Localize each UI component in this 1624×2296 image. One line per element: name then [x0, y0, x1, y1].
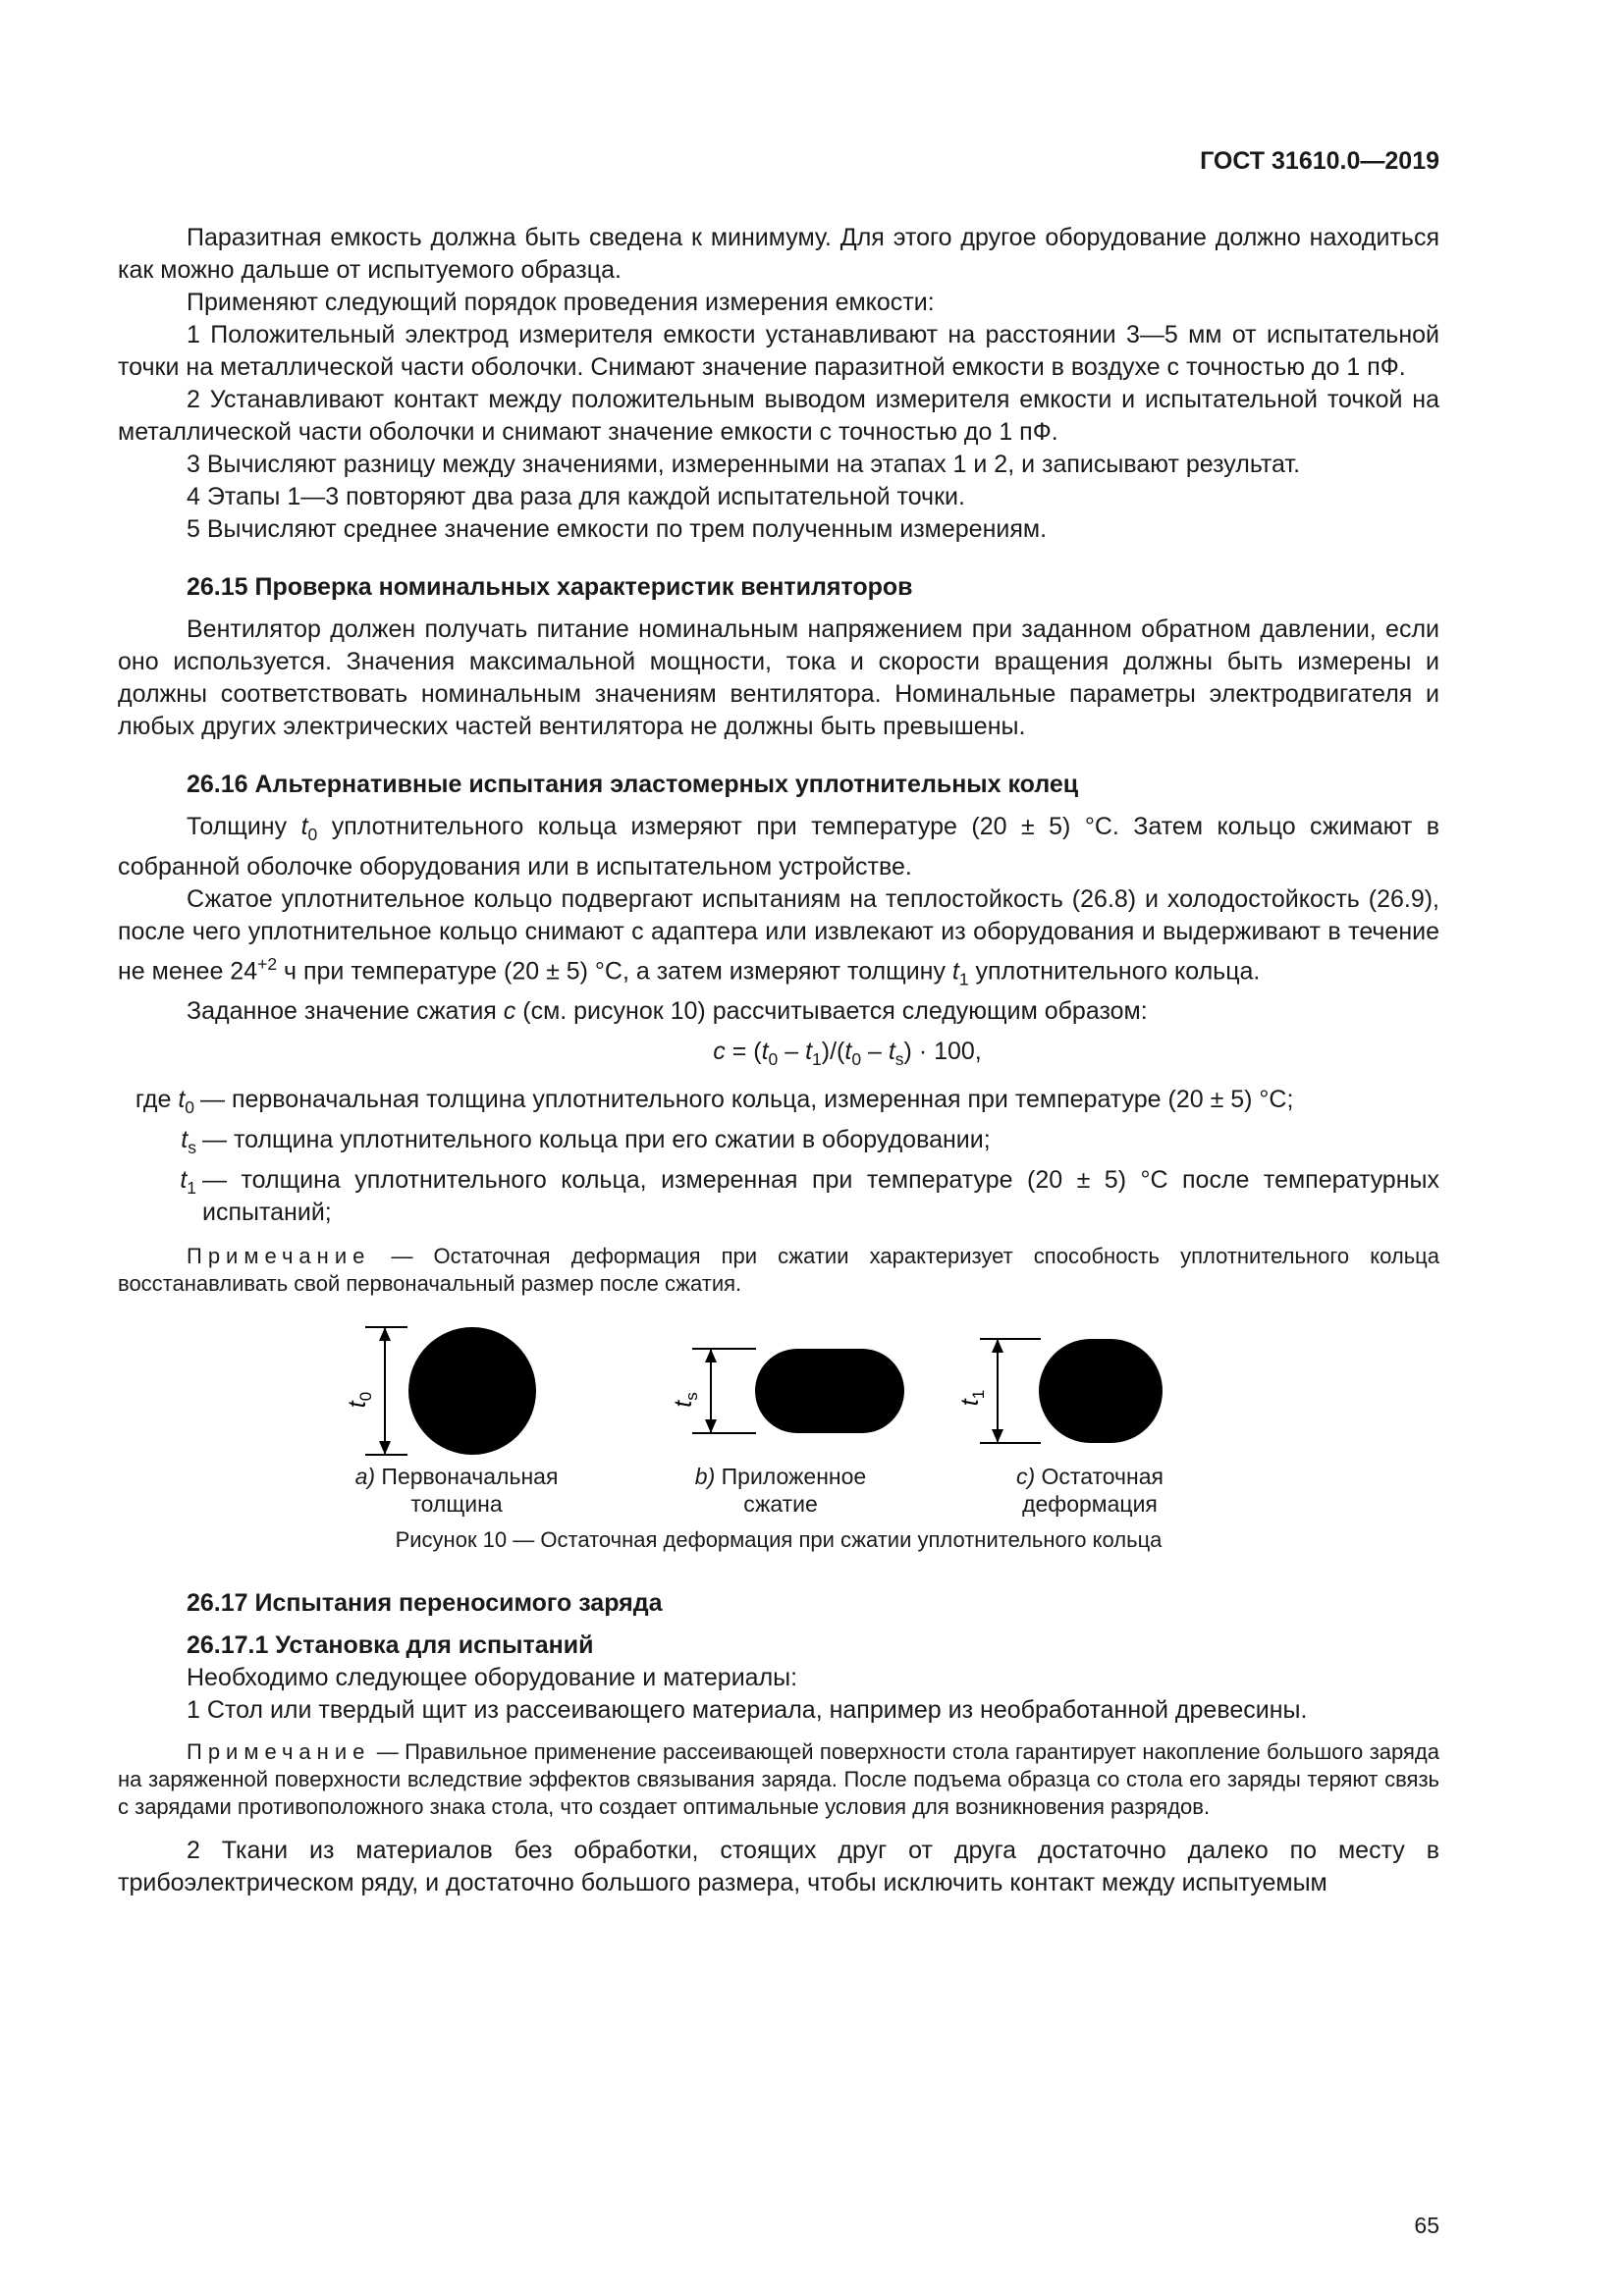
- step-4: 4 Этапы 1—3 повторяют два раза для каждой испытательной точки.: [187, 483, 965, 510]
- paragraph-heat-cold-tests: Сжатое уплотнительное кольцо подвергают испытаниям на теплостойкость (26.8) и холодостойкость (26.9), после чего уплотнительное кольцо снимают с адаптера или извлекают из оборудования и выдерживают в течение не менее $24^{+2}$ ч при температуре (20 ± 5) °C, а затем измеряют толщину $t_1$ уплотнительного кольца.: [118, 885, 1439, 989]
- page-number: 65: [1414, 2213, 1439, 2238]
- legend-row-t0: где $t_0$ — первоначальная толщина уплотнительного кольца, измеренная при температуре (20 ± 5) °C;: [135, 1086, 1294, 1118]
- paragraph-thickness-t0: Толщину $t_0$ уплотнительного кольца измеряют при температуре (20 ± 5) °C. Затем кольцо сжимают в собранной оболочке оборудования или в испытательном устройстве.: [118, 813, 1440, 881]
- formula-legend: [118, 1084, 1439, 1229]
- step-2: 2 Устанавливают контакт между положительным выводом измерителя емкости и испытательной точкой на металлической части оболочки и снимают значение емкости с точностью до 1 пФ.: [118, 386, 1439, 446]
- oring-initial: [365, 1327, 536, 1455]
- equipment-item-2: 2 Ткани из материалов без обработки, стоящих друг от друга достаточно далеко по месту в трибоэлектрическом ряду, и достаточно большого размера, чтобы исключить контакт между испытуемым: [118, 1837, 1439, 1897]
- document-number: ГОСТ 31610.0—2019: [1200, 147, 1439, 175]
- dim-label-t1: $t_1$: [956, 1390, 988, 1407]
- step-3: 3 Вычисляют разницу между значениями, измеренными на этапах 1 и 2, и записывают результат.: [187, 451, 1301, 478]
- note-compression-set: Примечание — Остаточная деформация при сжатии характеризует способность уплотнительного кольца восстанавливать свой первоначальный размер после сжатия.: [118, 1244, 1439, 1297]
- dim-label-t0: $t_0$: [344, 1392, 375, 1409]
- panel-b-label: b) Приложенное сжатие: [694, 1464, 867, 1518]
- figure-10-caption: Рисунок 10 — Остаточная деформация при сжатии уплотнительного кольца: [395, 1527, 1163, 1553]
- oring-residual: [980, 1339, 1163, 1443]
- paragraph-compression-value: Заданное значение сжатия c (см. рисунок 10) рассчитывается следующим образом:: [187, 997, 1148, 1026]
- panel-a-label: a) Первоначальная толщина: [354, 1464, 559, 1518]
- heading-26-16: 26.16 Альтернативные испытания эластомерных уплотнительных колец: [187, 771, 1079, 798]
- paragraph-equipment: Необходимо следующее оборудование и материалы:: [187, 1664, 798, 1692]
- equipment-item-1: 1 Стол или твердый щит из рассеивающего материала, например из необработанной древесины.: [187, 1696, 1308, 1725]
- figure-10: [118, 1319, 1439, 1521]
- paragraph-parasitic-capacitance: Паразитная емкость должна быть сведена к минимуму. Для этого другое оборудование должно находиться как можно дальше от испытуемого образца.: [118, 224, 1439, 284]
- dim-label-ts: $t_s$: [670, 1392, 701, 1409]
- figure-10-drawing: [118, 1319, 1439, 1467]
- legend-row-ts: $t_s$ — толщина уплотнительного кольца при его сжатии в оборудовании;: [181, 1126, 991, 1158]
- paragraph-measurement-order: Применяют следующий порядок проведения измерения емкости:: [187, 289, 935, 316]
- legend-row-t1: $t_1$ — толщина уплотнительного кольца, измеренная при температуре (20 ± 5) °C после температурных испытаний;: [180, 1166, 1439, 1227]
- panel-c-label: c) Остаточная деформация: [1015, 1464, 1164, 1518]
- note-dissipative-table: Примечание — Правильное применение рассеивающей поверхности стола гарантирует накопление большого заряда на заряженной поверхности вследствие эффектов связывания заряда. После подъема образца со стола его заряды теряют связь с зарядами противоположного знака стола, что создает оптимальные условия для возникновения разрядов.: [118, 1739, 1439, 1820]
- step-5: 5 Вычисляют среднее значение емкости по трем полученным измерениям.: [187, 515, 1048, 543]
- heading-26-17-1: 26.17.1 Установка для испытаний: [187, 1631, 594, 1660]
- page-content: [118, 222, 1439, 1899]
- step-1: 1 Положительный электрод измерителя емкости устанавливают на расстоянии 3—5 мм от испытательной точки на металлической части оболочки. Снимают значение паразитной емкости в воздухе с точностью до 1 пФ.: [118, 321, 1439, 381]
- paragraph-fans: Вентилятор должен получать питание номинальным напряжением при заданном обратном давлении, если оно используется. Значения максимальной мощности, тока и скорости вращения должны быть измерены и должны соответствовать номинальным значениям вентилятора. Номинальные параметры электродвигателя и любых других электрических частей вентилятора не должны быть превышены.: [118, 615, 1439, 740]
- heading-26-17: 26.17 Испытания переносимого заряда: [187, 1589, 663, 1618]
- heading-26-15: 26.15 Проверка номинальных характеристик вентиляторов: [187, 573, 913, 601]
- oring-compressed: [692, 1349, 904, 1433]
- compression-formula: $c = (t_0 - t_1)/(t_0 - t_s) \cdot 100$,: [713, 1038, 982, 1070]
